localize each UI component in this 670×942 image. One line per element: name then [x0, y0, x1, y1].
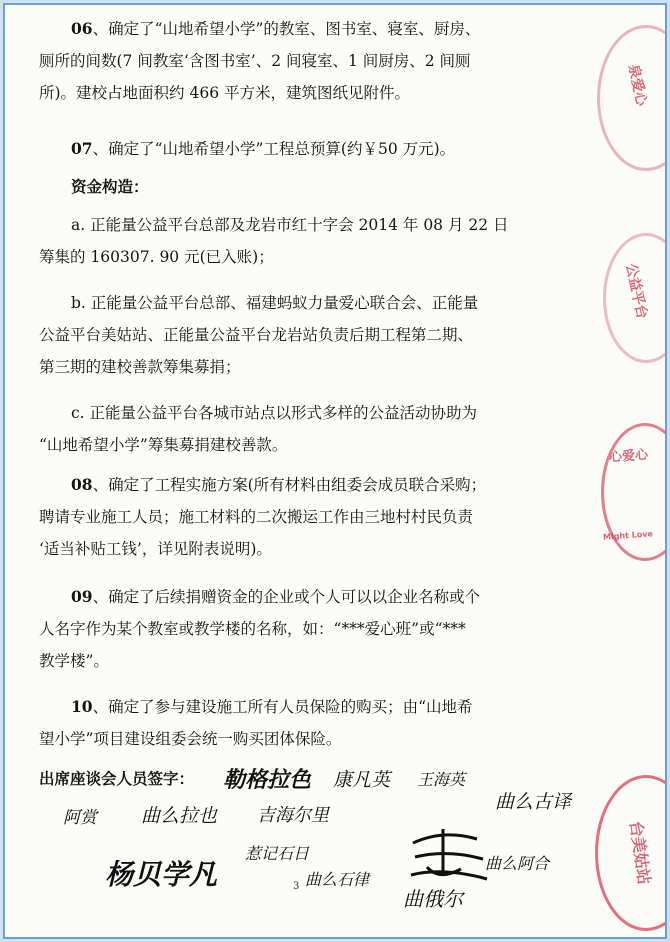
signature: 吉海尔里 — [257, 805, 329, 826]
stamp-text: 台美姑站 — [626, 819, 654, 886]
item-number: 09 — [71, 587, 93, 606]
signature: 曲么拉也 — [141, 805, 218, 827]
item-number: 08 — [71, 475, 93, 494]
document-page — [5, 5, 665, 937]
item-08 — [39, 469, 619, 565]
item-07 — [39, 133, 619, 165]
signature: 曲么古译 — [495, 791, 572, 813]
item-text: 望小学”项目建设组委会统一购买团体保险。 — [39, 730, 342, 748]
item-text: 厕所的间数(7 间教室‘含图书室’、2 间寝室、1 间厨房、2 间厕 — [39, 52, 471, 70]
funding-a: a. 正能量公益平台总部及龙岩市红十字会 2014 年 08 月 22 日 筹集的 160307. 90 元(已入账)； — [39, 216, 509, 266]
item-10 — [39, 691, 619, 755]
stamp-text: 心爱心 — [608, 447, 649, 466]
funding-c: c. 正能量公益平台各城市站点以形式多样的公益活动协助为 “山地希望小学”筹集募捐建校善款。 — [39, 404, 478, 454]
signature: 曲么阿合 — [485, 854, 550, 873]
signature: 惹记石日 — [245, 844, 310, 863]
item-06 — [39, 13, 619, 109]
signature: 康凡英 — [333, 769, 391, 791]
signature: 阿赏 — [63, 808, 97, 828]
item-text: 、确定了工程实施方案(所有材料由组委会成员联合采购； — [92, 476, 487, 494]
item-text: 、确定了“山地希望小学”工程总预算(约￥50 万元)。 — [92, 140, 456, 158]
funding-b: b. 正能量公益平台总部、福建蚂蚁力量爱心联合会、正能量 公益平台美姑站、正能量公益平台龙岩站负责后期工程第二期、 第三期的建校善款筹集募捐； — [39, 294, 479, 376]
stamp-text: Might Love — [602, 529, 654, 542]
item-text: 聘请专业施工人员；施工材料的二次搬运工作由三地村村民负责 — [39, 508, 474, 526]
stamp-text: 公益平台 — [622, 262, 650, 321]
item-09 — [39, 581, 619, 677]
item-text: ‘适当补贴工钱’，详见附表说明)。 — [39, 540, 272, 558]
signature: 杨贝学凡 — [105, 858, 218, 891]
item-number: 10 — [71, 697, 93, 716]
attendees-label: 出席座谈会人员签字： — [39, 769, 195, 788]
funding-heading: 资金构造： — [71, 177, 149, 196]
item-text: 人名字作为某个教室或教学楼的名称，如：“***爱心班”或“*** — [39, 620, 466, 638]
item-number: 06 — [71, 19, 93, 38]
item-text: 所)。建校占地面积约 466 平方米，建筑图纸见附件。 — [39, 84, 410, 102]
document-frame — [3, 3, 667, 939]
stamp-text: 泉爱心 — [624, 63, 650, 108]
signature: 勒格拉色 — [223, 767, 312, 793]
item-text: 、确定了“山地希望小学”的教室、图书室、寝室、厨房、 — [92, 20, 481, 38]
item-text: 、确定了后续捐赠资金的企业或个人可以以企业名称或个 — [92, 588, 481, 606]
signature-flourish — [403, 823, 489, 885]
signature: 曲么石律 — [305, 870, 370, 889]
page-number: 3 — [293, 881, 300, 892]
signature: 王海英 — [417, 770, 466, 789]
item-text: 、确定了参与建设施工所有人员保险的购买；由“山地希 — [92, 698, 473, 716]
item-text: 教学楼”。 — [39, 652, 109, 670]
signature: 曲俄尔 — [403, 887, 463, 911]
item-number: 07 — [71, 139, 93, 158]
